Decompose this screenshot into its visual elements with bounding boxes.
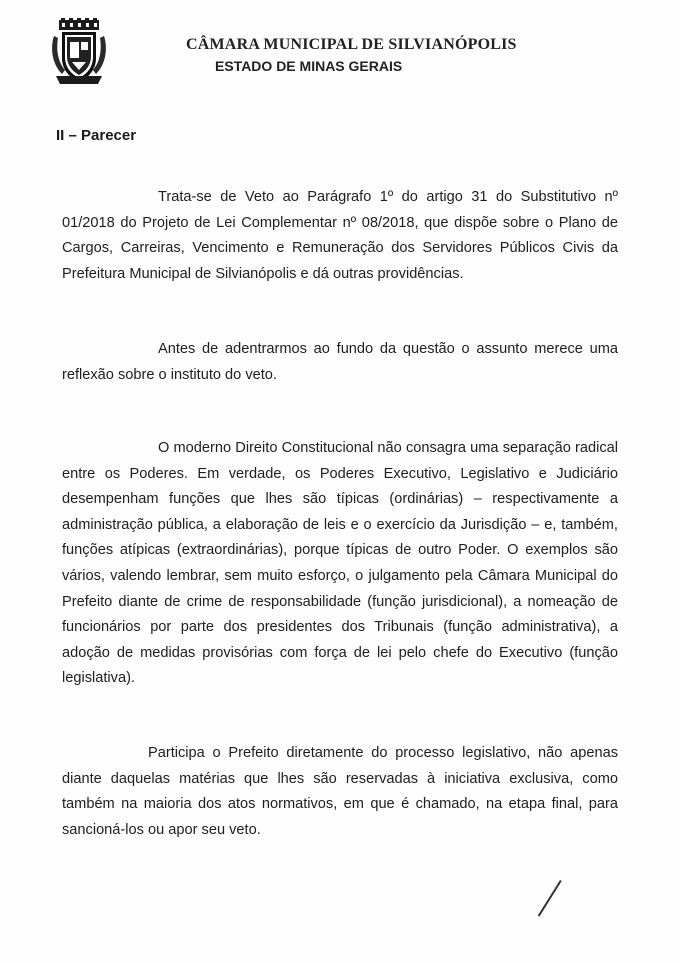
paragraph-separation-of-powers: O moderno Direito Constitucional não consagra uma separação radical entre os Poderes. Em verdade, os Poderes Executivo, Legislativo e Judiciário desempenham funções que lhes são típicas (ordinárias) – respectivamente a administração pública, a elaboração de leis e o exercício da Jurisdição – e, também, funções atípicas (extraordinárias), porque típicas de outro Poder. O exemplos são vários, valendo lembrar, sem muito esforço, o julgamento pela Câmara Municipal do Prefeito diante de crime de responsabilidade (função jurisdicional), a nomeação de funcionários por parte dos presidentes dos Tribunais (função administrativa), a adoção de medidas provisórias com força de lei pelo chefe do Executivo (função legislativa). <box>62 440 618 687</box>
paragraph-veto-subject: Trata-se de Veto ao Parágrafo 1º do artigo 31 do Substitutivo nº 01/2018 do Projeto de Lei Complementar nº 08/2018, que dispõe sobre o Plano de Cargos, Carreiras, Vencimento e Remuneração dos Servidores Públicos Civis da Prefeitura Municipal de Silvianópolis e dá outras providências. <box>62 189 618 282</box>
coat-of-arms-icon <box>50 18 108 86</box>
section-heading: II – Parecer <box>56 127 137 144</box>
header-title: CÂMARA MUNICIPAL DE SILVIANÓPOLIS <box>186 36 517 53</box>
paragraph-veto-reflection: Antes de adentrarmos ao fundo da questão o assunto merece uma reflexão sobre o instituto do veto. <box>62 341 618 383</box>
pen-mark <box>538 880 562 917</box>
header-subtitle: ESTADO DE MINAS GERAIS <box>215 58 403 74</box>
paragraph-mayor-legislative-role: Participa o Prefeito diretamente do processo legislativo, não apenas diante daquelas matérias que lhes são reservadas à iniciativa exclusiva, como também na maioria dos atos normativos, em que é chamado, na etapa final, para sancioná-los ou apor seu veto. <box>62 745 618 838</box>
